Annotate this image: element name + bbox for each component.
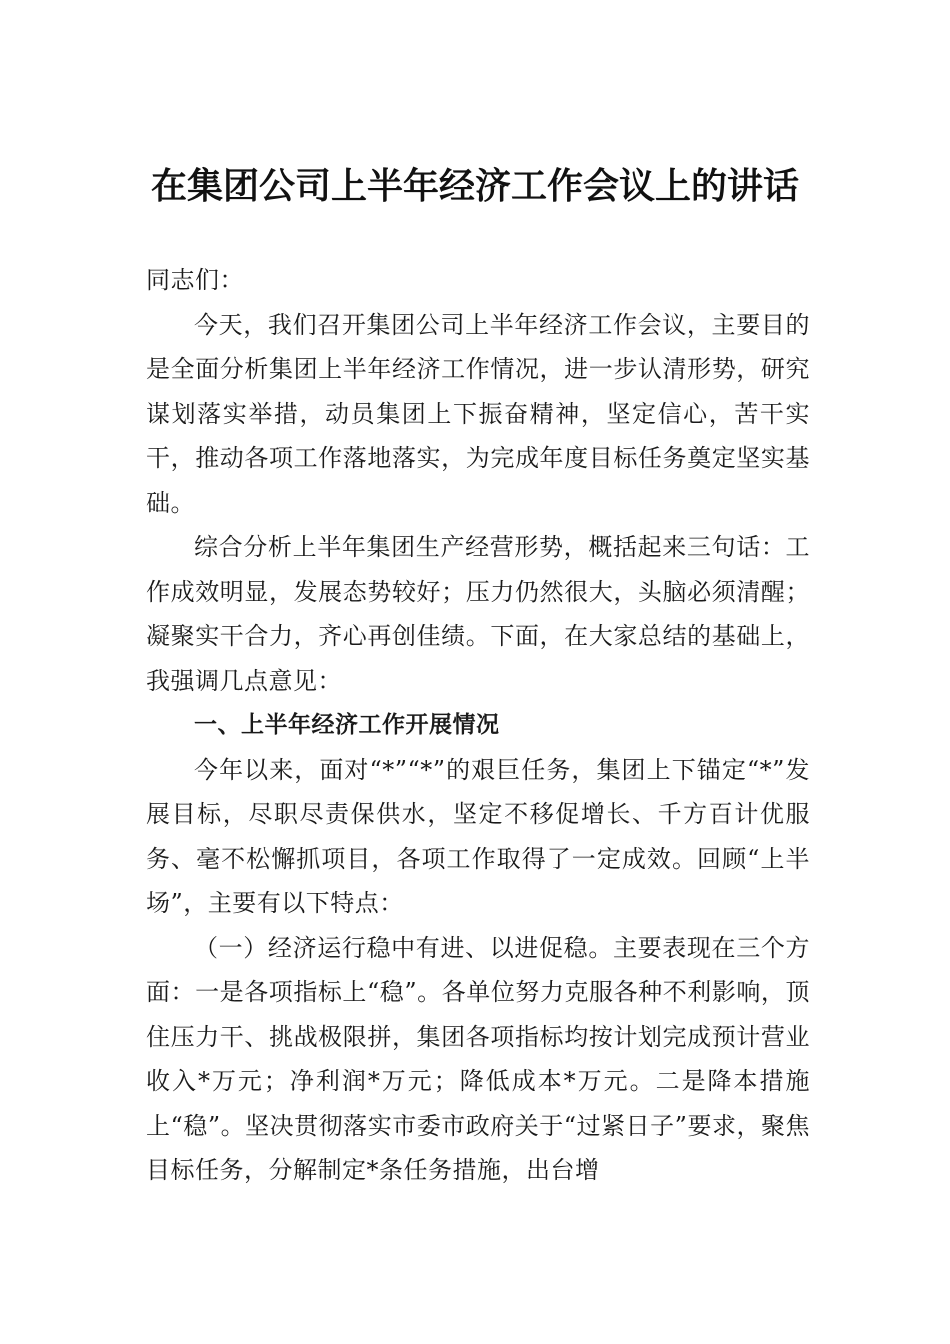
paragraph-overview: 今年以来，面对“*”“*”的艰巨任务，集团上下锚定“*”发展目标，尽职尽责保供水，坚定不移促增长、千方百计优服务、毫不松懈抓项目，各项工作取得了一定成效。回顾“上半场”，主要有以下特点： [146, 755, 810, 917]
salutation: 同志们： [146, 266, 244, 294]
section-heading: 一、上半年经济工作开展情况 [194, 712, 500, 738]
paragraph-summary: 综合分析上半年集团生产经营形势，概括起来三句话：工作成效明显，发展态势较好；压力仍然很大，头脑必须清醒；凝聚实干合力，齐心再创佳绩。下面，在大家总结的基础上，我强调几点意见： [146, 533, 810, 695]
document-title: 在集团公司上半年经济工作会议上的讲话 [150, 165, 799, 207]
paragraph-intro: 今天，我们召开集团公司上半年经济工作会议，主要目的是全面分析集团上半年经济工作情况，进一步认清形势，研究谋划落实举措，动员集团上下振奋精神，坚定信心，苦干实干，推动各项工作落地落实，为完成年度目标任务奠定坚实基础。 [146, 310, 810, 517]
paragraph-subsection-one: （一）经济运行稳中有进、以进促稳。主要表现在三个方面：一是各项指标上“稳”。各单位努力克服各种不利影响，顶住压力干、挑战极限拼，集团各项指标均按计划完成预计营业收入*万元；净利润*万元；降低成本*万元。二是降本措施上“稳”。坚决贯彻落实市委市政府关于“过紧日子”要求，聚焦目标任务，分解制定*条任务措施，出台增 [146, 933, 810, 1184]
document-body [146, 258, 810, 1193]
